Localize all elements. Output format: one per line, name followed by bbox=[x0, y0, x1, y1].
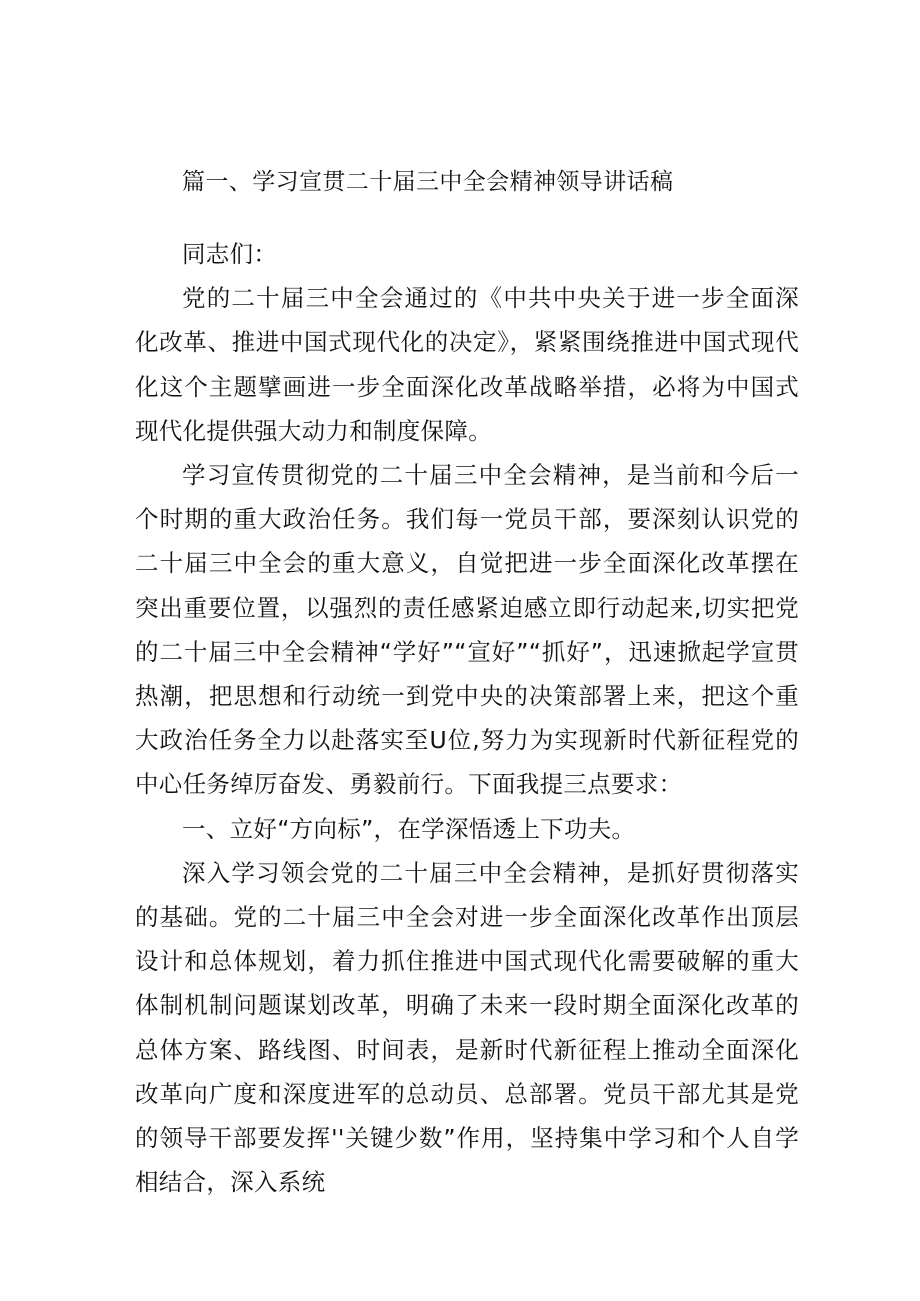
document-title: 篇一、学习宣贯二十届三中全会精神领导讲话稿 bbox=[182, 169, 674, 195]
salutation: 同志们： bbox=[182, 240, 278, 268]
paragraph-2: 学习宣传贯彻党的二十届三中全会精神，是当前和今后一个时期的重大政治任务。我们每一党员干部，要深刻认识党的二十届三中全会的重大意义，自觉把进一步全面深化改革摆在突出重要位置，以强烈的责任感紧迫感立即行动起来,切实把党的二十届三中全会精神“学好”“宣好”“抓好”，迅速掀起学宣贯热潮，把思想和行动统一到党中央的决策部署上来，把这个重大政治任务全力以赴落实至U位,努力为实现新时代新征程党的中心任务绰厉奋发、勇毅前行。下面我提三点要求： bbox=[135, 461, 799, 799]
paragraph-1: 党的二十届三中全会通过的《中共中央关于进一步全面深化改革、推进中国式现代化的决定》，紧紧围绕推进中国式现代化这个主题擘画进一步全面深化改革战略举措，必将为中国式现代化提供强大动力和制度保障。 bbox=[135, 284, 799, 445]
document-body bbox=[135, 232, 799, 1204]
section-heading-1: 一、立好“方向标”，在学深悟透上下功夫。 bbox=[182, 814, 636, 843]
paragraph-3: 深入学习领会党的二十届三中全会精神，是抓好贯彻落实的基础。党的二十届三中全会对进一步全面深化改革作出顶层设计和总体规划，着力抓住推进中国式现代化需要破解的重大体制机制问题谋划改革，明确了未来一段时期全面深化改革的总体方案、路线图、时间表，是新时代新征程上推动全面深化改革向广度和深度进军的总动员、总部署。党员干部尤其是党的领导干部要发挥''关键少数”作用，坚持集中学习和个人自学相结合，深入系统 bbox=[135, 858, 799, 1197]
